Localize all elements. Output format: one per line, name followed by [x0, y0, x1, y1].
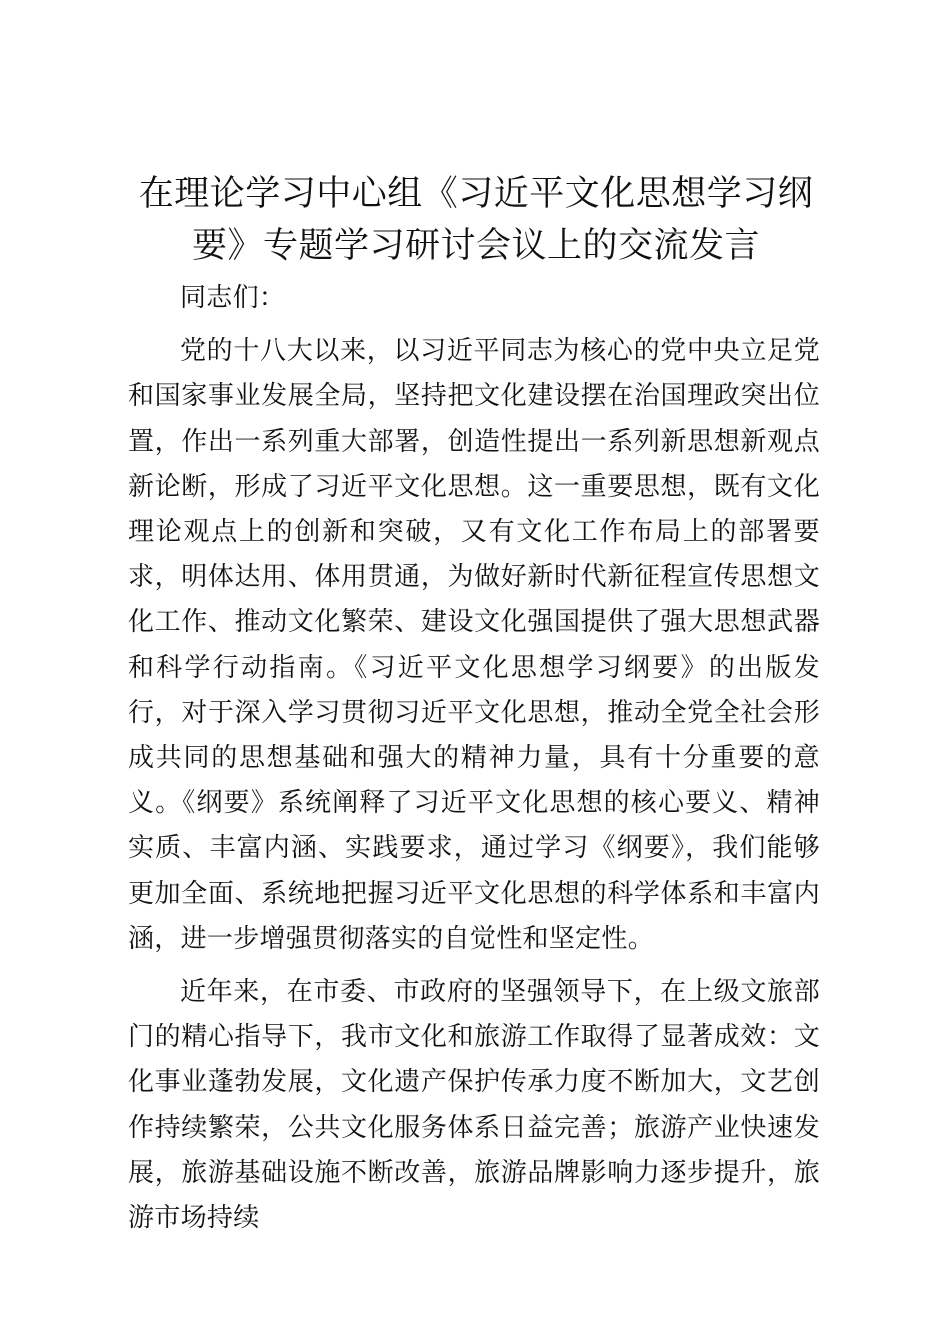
- document-title: 在理论学习中心组《习近平文化思想学习纲要》专题学习研讨会议上的交流发言: [138, 174, 814, 266]
- greeting-line: 同志们：: [180, 283, 286, 313]
- document-body: [128, 276, 820, 1249]
- paragraph-2: 近年来，在市委、市政府的坚强领导下，在上级文旅部门的精心指导下，我市文化和旅游工作取得了显著成效：文化事业蓬勃发展，文化遗产保护传承力度不断加大，文艺创作持续繁荣，公共文化服务体系日益完善；旅游产业快速发展，旅游基础设施不断改善，旅游品牌影响力逐步提升，旅游市场持续: [128, 977, 820, 1234]
- paragraph-1: 党的十八大以来，以习近平同志为核心的党中央立足党和国家事业发展全局，坚持把文化建设摆在治国理政突出位置，作出一系列重大部署，创造性提出一系列新思想新观点新论断，形成了习近平文化思想。这一重要思想，既有文化理论观点上的创新和突破，又有文化工作布局上的部署要求，明体达用、体用贯通，为做好新时代新征程宣传思想文化工作、推动文化繁荣、建设文化强国提供了强大思想武器和科学行动指南。《习近平文化思想学习纲要》的出版发行，对于深入学习贯彻习近平文化思想，推动全党全社会形成共同的思想基础和强大的精神力量，具有十分重要的意义。《纲要》系统阐释了习近平文化思想的核心要义、精神实质、丰富内涵、实践要求，通过学习《纲要》，我们能够更加全面、系统地把握习近平文化思想的科学体系和丰富内涵，进一步增强贯彻落实的自觉性和坚定性。: [128, 336, 820, 954]
